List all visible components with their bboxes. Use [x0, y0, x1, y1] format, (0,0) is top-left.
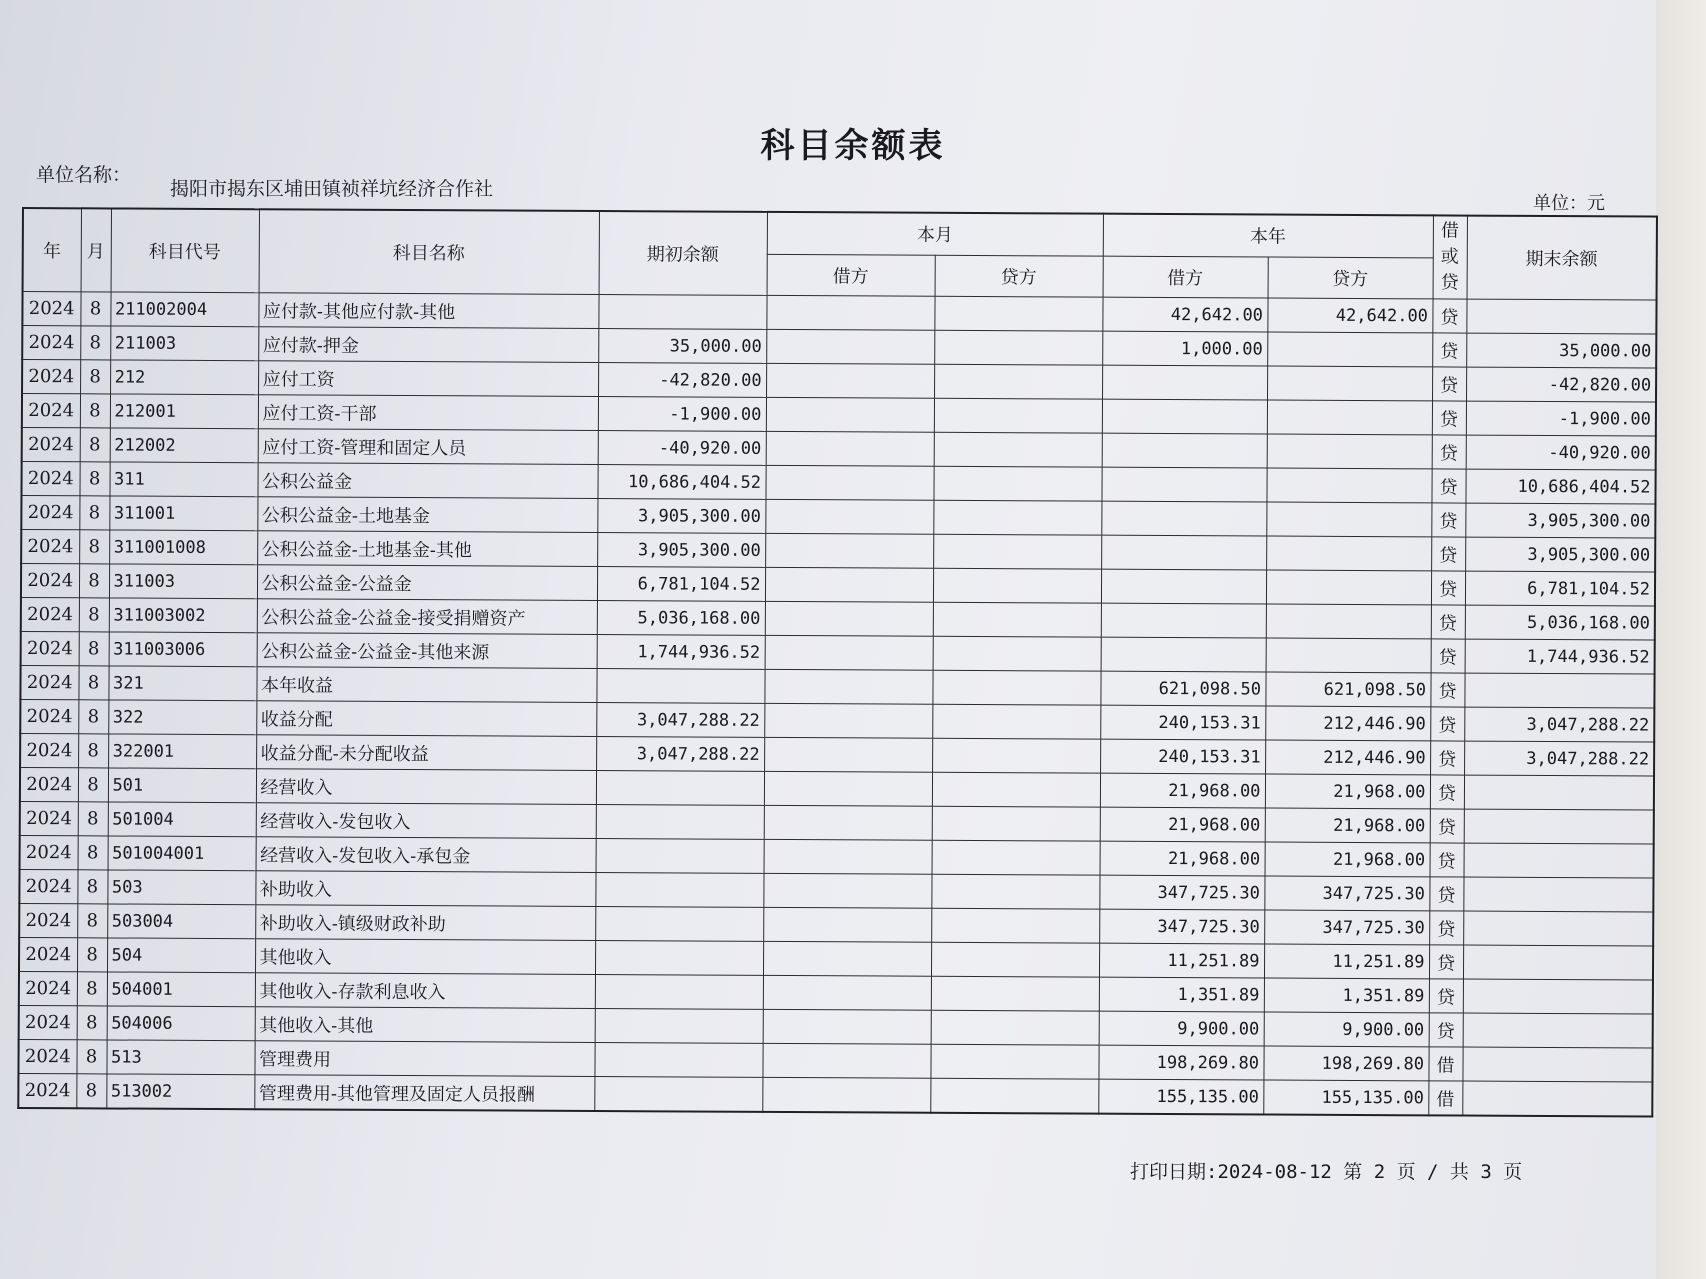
cell-year-debit: 21,968.00 — [1100, 773, 1265, 808]
cell-opening: -42,820.00 — [598, 363, 766, 398]
cell-opening — [595, 873, 763, 908]
unit-name-label: 单位名称： — [36, 164, 132, 186]
cell-year-debit: 42,642.00 — [1102, 297, 1267, 332]
cell-month-debit — [764, 805, 932, 840]
cell-year-debit: 240,153.31 — [1100, 705, 1265, 740]
cell-name: 公积公益金-土地基金-其他 — [257, 531, 597, 567]
cell-closing: 3,905,300.00 — [1465, 503, 1655, 538]
cell-closing — [1463, 945, 1653, 980]
cell-code: 503 — [107, 870, 255, 905]
cell-year-credit — [1267, 400, 1432, 435]
cell-closing: 35,000.00 — [1466, 333, 1656, 368]
cell-year-debit: 347,725.30 — [1099, 909, 1264, 944]
cell-year: 2024 — [19, 869, 77, 903]
cell-direction: 贷 — [1432, 299, 1466, 333]
cell-name: 公积公益金-公益金-接受捐赠资产 — [257, 599, 597, 635]
cell-direction: 贷 — [1431, 571, 1465, 605]
cell-year: 2024 — [21, 597, 79, 631]
cell-name: 应付工资-干部 — [258, 395, 598, 431]
cell-year-credit: 212,446.90 — [1265, 706, 1430, 741]
cell-opening — [598, 295, 766, 330]
cell-month-credit — [933, 568, 1101, 603]
header-name: 科目名称 — [259, 209, 599, 294]
cell-month-credit — [934, 432, 1102, 467]
cell-direction: 贷 — [1430, 707, 1464, 741]
cell-name: 应付工资-管理和固定人员 — [258, 429, 598, 465]
cell-year: 2024 — [20, 665, 78, 699]
cell-month-debit — [763, 975, 931, 1010]
cell-code: 504006 — [107, 1006, 255, 1041]
cell-year: 2024 — [22, 292, 80, 326]
cell-year: 2024 — [21, 496, 79, 530]
cell-month: 8 — [80, 360, 110, 394]
cell-month: 8 — [77, 972, 107, 1006]
cell-opening: 10,686,404.52 — [597, 465, 765, 500]
cell-month: 8 — [79, 530, 109, 564]
cell-month-credit — [934, 296, 1102, 331]
cell-opening: 1,744,936.52 — [597, 635, 765, 670]
cell-code: 311003002 — [109, 598, 257, 633]
cell-code: 503004 — [107, 904, 255, 939]
cell-year: 2024 — [22, 428, 80, 462]
cell-month-credit — [932, 772, 1100, 807]
cell-closing: 3,047,288.22 — [1464, 707, 1654, 742]
cell-code: 311001 — [109, 496, 257, 531]
cell-year: 2024 — [19, 903, 77, 937]
cell-month: 8 — [77, 870, 107, 904]
cell-opening — [596, 839, 764, 874]
cell-name: 补助收入-镇级财政补助 — [255, 905, 595, 941]
cell-month-credit — [933, 602, 1101, 637]
cell-opening: 6,781,104.52 — [597, 567, 765, 602]
cell-year-credit — [1266, 468, 1431, 503]
cell-year: 2024 — [18, 1073, 76, 1108]
header-this-year: 本年 — [1103, 214, 1433, 258]
cell-month-debit — [765, 567, 933, 602]
cell-name: 公积公益金-土地基金 — [257, 497, 597, 533]
cell-code: 211002004 — [110, 292, 258, 327]
cell-year-debit: 1,351.89 — [1099, 977, 1264, 1012]
header-closing: 期末余额 — [1467, 216, 1657, 300]
cell-month: 8 — [79, 598, 109, 632]
cell-year: 2024 — [21, 462, 79, 496]
cell-name: 应付工资 — [258, 361, 598, 397]
cell-year: 2024 — [21, 631, 79, 665]
cell-opening: 5,036,168.00 — [597, 601, 765, 636]
header-month-debit: 借方 — [767, 254, 935, 296]
balance-table — [17, 207, 1658, 1118]
cell-closing — [1463, 979, 1653, 1014]
cell-name: 收益分配 — [256, 701, 596, 737]
cell-month-debit — [764, 771, 932, 806]
cell-month-credit — [931, 908, 1099, 943]
cell-code: 321 — [108, 666, 256, 701]
cell-direction: 贷 — [1431, 605, 1465, 639]
balance-table-wrapper — [17, 207, 1656, 1118]
cell-month-credit — [932, 840, 1100, 875]
cell-month: 8 — [78, 768, 108, 802]
cell-year: 2024 — [20, 767, 78, 801]
cell-direction: 贷 — [1429, 979, 1463, 1013]
cell-opening — [594, 1077, 762, 1112]
cell-code: 311003006 — [109, 632, 257, 667]
cell-year-credit: 212,446.90 — [1265, 740, 1430, 775]
cell-closing — [1463, 911, 1653, 946]
cell-year-credit — [1266, 570, 1431, 605]
cell-month-credit — [932, 704, 1100, 739]
cell-month-debit — [764, 669, 932, 704]
header-opening: 期初余额 — [599, 211, 767, 295]
cell-name: 管理费用-其他管理及固定人员报酬 — [254, 1075, 594, 1111]
cell-month-credit — [934, 364, 1102, 399]
cell-month-debit — [762, 1077, 930, 1112]
cell-code: 501004 — [108, 802, 256, 837]
cell-direction: 贷 — [1430, 843, 1464, 877]
cell-month: 8 — [77, 938, 107, 972]
cell-month: 8 — [77, 904, 107, 938]
cell-name: 经营收入-发包收入-承包金 — [256, 837, 596, 873]
cell-month: 8 — [78, 666, 108, 700]
cell-year: 2024 — [19, 937, 77, 971]
cell-closing — [1464, 775, 1654, 810]
cell-opening: -1,900.00 — [598, 397, 766, 432]
cell-month-debit — [765, 499, 933, 534]
cell-opening — [595, 907, 763, 942]
cell-name: 应付款-押金 — [258, 327, 598, 363]
table-body — [18, 292, 1656, 1117]
cell-closing — [1462, 1047, 1652, 1082]
cell-year-debit: 621,098.50 — [1100, 671, 1265, 706]
print-footer: 打印日期:2024-08-12 第 2 页 / 共 3 页 — [1130, 1161, 1523, 1183]
cell-code: 501004001 — [108, 836, 256, 871]
cell-name: 其他收入-存款利息收入 — [255, 973, 595, 1009]
header-month-credit: 贷方 — [935, 255, 1103, 297]
cell-code: 322 — [108, 700, 256, 735]
cell-month-credit — [931, 1010, 1099, 1045]
cell-year-credit — [1267, 366, 1432, 401]
cell-name: 其他收入 — [255, 939, 595, 975]
cell-month: 8 — [79, 496, 109, 530]
cell-direction: 贷 — [1429, 945, 1463, 979]
cell-year-credit — [1266, 604, 1431, 639]
cell-month-credit — [933, 636, 1101, 671]
cell-direction: 贷 — [1430, 741, 1464, 775]
cell-year-debit — [1101, 569, 1266, 604]
cell-direction: 贷 — [1430, 775, 1464, 809]
cell-code: 513 — [106, 1040, 254, 1075]
cell-year: 2024 — [20, 699, 78, 733]
cell-year-credit — [1266, 536, 1431, 571]
cell-month-debit — [765, 533, 933, 568]
cell-month: 8 — [79, 632, 109, 666]
header-direction-1: 借 — [1440, 220, 1459, 242]
cell-year-debit — [1102, 365, 1267, 400]
cell-opening: -40,920.00 — [598, 431, 766, 466]
cell-year-credit: 21,968.00 — [1265, 808, 1430, 843]
cell-year: 2024 — [22, 360, 80, 394]
header-year-credit: 贷方 — [1268, 257, 1433, 299]
cell-direction: 贷 — [1429, 911, 1463, 945]
cell-month: 8 — [80, 292, 110, 326]
header-this-month: 本月 — [767, 212, 1103, 256]
cell-year-debit — [1101, 467, 1266, 502]
cell-month-debit — [764, 839, 932, 874]
cell-year-credit — [1267, 434, 1432, 469]
cell-month-debit — [763, 941, 931, 976]
cell-closing — [1463, 1013, 1653, 1048]
cell-opening — [596, 771, 764, 806]
cell-year-credit: 198,269.80 — [1263, 1046, 1428, 1081]
cell-year-credit — [1266, 502, 1431, 537]
cell-month: 8 — [79, 462, 109, 496]
cell-code: 322001 — [108, 734, 256, 769]
cell-year: 2024 — [20, 801, 78, 835]
cell-code: 311001008 — [109, 530, 257, 565]
cell-month-debit — [766, 397, 934, 432]
cell-month-credit — [934, 330, 1102, 365]
cell-month-debit — [763, 873, 931, 908]
cell-month-credit — [934, 398, 1102, 433]
header-direction — [1433, 215, 1467, 299]
cell-year-debit: 155,135.00 — [1098, 1079, 1263, 1114]
cell-direction: 贷 — [1432, 401, 1466, 435]
cell-year-credit: 42,642.00 — [1267, 298, 1432, 333]
cell-closing: -40,920.00 — [1466, 435, 1656, 470]
cell-month-credit — [932, 806, 1100, 841]
cell-code: 212 — [110, 360, 258, 395]
cell-closing — [1464, 843, 1654, 878]
cell-month: 8 — [77, 1006, 107, 1040]
cell-year-debit — [1101, 637, 1266, 672]
cell-month: 8 — [80, 394, 110, 428]
cell-month-debit — [762, 1043, 930, 1078]
cell-closing — [1464, 673, 1654, 708]
cell-month-debit — [766, 431, 934, 466]
cell-month-credit — [932, 670, 1100, 705]
paper-edge — [1656, 0, 1706, 1279]
cell-name: 应付款-其他应付款-其他 — [258, 293, 598, 329]
cell-month: 8 — [78, 700, 108, 734]
cell-closing — [1463, 877, 1653, 912]
cell-year-credit: 347,725.30 — [1264, 910, 1429, 945]
cell-opening — [594, 1043, 762, 1078]
cell-year: 2024 — [22, 326, 80, 360]
cell-year-credit: 21,968.00 — [1265, 774, 1430, 809]
header-month: 月 — [81, 208, 111, 292]
cell-month-debit — [763, 907, 931, 942]
cell-code: 211003 — [110, 326, 258, 361]
cell-month-credit — [933, 466, 1101, 501]
report-title: 科目余额表 — [760, 126, 946, 166]
cell-month: 8 — [78, 802, 108, 836]
cell-year-debit: 9,900.00 — [1099, 1011, 1264, 1046]
cell-opening: 3,047,288.22 — [596, 703, 764, 738]
cell-code: 513002 — [106, 1074, 254, 1109]
cell-year-debit: 1,000.00 — [1102, 331, 1267, 366]
cell-code: 504 — [107, 938, 255, 973]
cell-month-debit — [765, 635, 933, 670]
cell-year-credit: 21,968.00 — [1265, 842, 1430, 877]
cell-closing: 3,905,300.00 — [1465, 537, 1655, 572]
cell-year-credit — [1266, 638, 1431, 673]
cell-opening: 3,905,300.00 — [597, 499, 765, 534]
cell-month: 8 — [80, 326, 110, 360]
cell-year: 2024 — [18, 1039, 76, 1073]
cell-direction: 借 — [1428, 1047, 1462, 1081]
cell-direction: 贷 — [1432, 435, 1466, 469]
cell-month-credit — [931, 942, 1099, 977]
cell-direction: 贷 — [1430, 809, 1464, 843]
cell-month-credit — [933, 500, 1101, 535]
cell-closing: 1,744,936.52 — [1465, 639, 1655, 674]
cell-month: 8 — [80, 428, 110, 462]
cell-month-credit — [932, 738, 1100, 773]
cell-year-credit: 9,900.00 — [1264, 1012, 1429, 1047]
cell-direction: 贷 — [1430, 673, 1464, 707]
cell-name: 管理费用 — [254, 1041, 594, 1077]
cell-year: 2024 — [20, 733, 78, 767]
cell-opening — [595, 975, 763, 1010]
table-header — [23, 208, 1657, 300]
header-direction-3: 贷 — [1440, 272, 1459, 294]
cell-closing: 5,036,168.00 — [1465, 605, 1655, 640]
cell-month-credit — [930, 1078, 1098, 1113]
cell-closing: -1,900.00 — [1466, 401, 1656, 436]
cell-year-credit: 155,135.00 — [1263, 1080, 1428, 1115]
cell-month: 8 — [76, 1040, 106, 1074]
cell-opening — [595, 1009, 763, 1044]
cell-year-credit: 621,098.50 — [1265, 672, 1430, 707]
cell-name: 公积公益金 — [257, 463, 597, 499]
cell-year-debit — [1101, 535, 1266, 570]
cell-month-debit — [766, 295, 934, 330]
header-row-1 — [23, 208, 1657, 259]
cell-year-debit — [1101, 603, 1266, 638]
cell-direction: 贷 — [1431, 469, 1465, 503]
table-row — [18, 1073, 1652, 1116]
cell-direction: 贷 — [1429, 877, 1463, 911]
header-direction-2: 或 — [1440, 246, 1459, 268]
cell-year: 2024 — [19, 1005, 77, 1039]
cell-month-debit — [764, 737, 932, 772]
cell-code: 311 — [109, 462, 257, 497]
cell-name: 经营收入 — [256, 769, 596, 805]
cell-month-credit — [933, 534, 1101, 569]
cell-year-debit: 198,269.80 — [1098, 1045, 1263, 1080]
cell-direction: 贷 — [1429, 1013, 1463, 1047]
cell-name: 经营收入-发包收入 — [256, 803, 596, 839]
cell-year-credit: 1,351.89 — [1264, 978, 1429, 1013]
header-year: 年 — [23, 208, 81, 292]
cell-year-debit: 21,968.00 — [1100, 841, 1265, 876]
cell-name: 公积公益金-公益金-其他来源 — [257, 633, 597, 669]
cell-code: 212002 — [110, 428, 258, 463]
cell-closing: 10,686,404.52 — [1465, 469, 1655, 504]
cell-month-credit — [931, 976, 1099, 1011]
cell-opening: 3,047,288.22 — [596, 737, 764, 772]
cell-name: 公积公益金-公益金 — [257, 565, 597, 601]
cell-year-debit — [1101, 501, 1266, 536]
cell-year: 2024 — [19, 971, 77, 1005]
cell-year-credit — [1267, 332, 1432, 367]
cell-closing: -42,820.00 — [1466, 367, 1656, 402]
cell-opening — [596, 805, 764, 840]
cell-closing: 6,781,104.52 — [1465, 571, 1655, 606]
cell-year-debit: 347,725.30 — [1099, 875, 1264, 910]
cell-closing: 3,047,288.22 — [1464, 741, 1654, 776]
cell-month: 8 — [79, 564, 109, 598]
cell-year-debit — [1102, 399, 1267, 434]
cell-name: 本年收益 — [256, 667, 596, 703]
cell-code: 504001 — [107, 972, 255, 1007]
cell-code: 501 — [108, 768, 256, 803]
cell-year: 2024 — [20, 835, 78, 869]
cell-month-debit — [765, 601, 933, 636]
cell-direction: 贷 — [1432, 333, 1466, 367]
cell-name: 其他收入-其他 — [255, 1007, 595, 1043]
cell-year-debit: 21,968.00 — [1100, 807, 1265, 842]
unit-name-value: 揭阳市揭东区埔田镇祯祥坑经济合作社 — [170, 178, 494, 200]
cell-month: 8 — [78, 836, 108, 870]
cell-closing — [1464, 809, 1654, 844]
cell-month-debit — [764, 703, 932, 738]
cell-year-credit: 347,725.30 — [1264, 876, 1429, 911]
cell-month-debit — [766, 363, 934, 398]
cell-year: 2024 — [22, 394, 80, 428]
header-code: 科目代号 — [111, 208, 259, 292]
header-year-debit: 借方 — [1103, 256, 1268, 298]
cell-name: 收益分配-未分配收益 — [256, 735, 596, 771]
cell-month-debit — [765, 465, 933, 500]
cell-direction: 贷 — [1432, 367, 1466, 401]
cell-month-credit — [930, 1044, 1098, 1079]
cell-year-debit — [1102, 433, 1267, 468]
cell-month-credit — [931, 874, 1099, 909]
cell-opening: 3,905,300.00 — [597, 533, 765, 568]
cell-code: 212001 — [110, 394, 258, 429]
cell-closing — [1462, 1081, 1652, 1116]
cell-opening: 35,000.00 — [598, 329, 766, 364]
cell-year: 2024 — [21, 564, 79, 598]
cell-opening — [596, 669, 764, 704]
cell-month: 8 — [78, 734, 108, 768]
cell-year-debit: 11,251.89 — [1099, 943, 1264, 978]
cell-year-credit: 11,251.89 — [1264, 944, 1429, 979]
cell-month-debit — [763, 1009, 931, 1044]
cell-year-debit: 240,153.31 — [1100, 739, 1265, 774]
cell-code: 311003 — [109, 564, 257, 599]
cell-direction: 借 — [1428, 1081, 1462, 1116]
cell-direction: 贷 — [1431, 639, 1465, 673]
currency-unit: 单位：元 — [1533, 193, 1605, 214]
cell-year: 2024 — [21, 530, 79, 564]
cell-opening — [595, 941, 763, 976]
cell-month: 8 — [76, 1074, 106, 1109]
cell-month-debit — [766, 329, 934, 364]
cell-closing — [1466, 299, 1656, 334]
cell-direction: 贷 — [1431, 537, 1465, 571]
cell-name: 补助收入 — [255, 871, 595, 907]
cell-direction: 贷 — [1431, 503, 1465, 537]
